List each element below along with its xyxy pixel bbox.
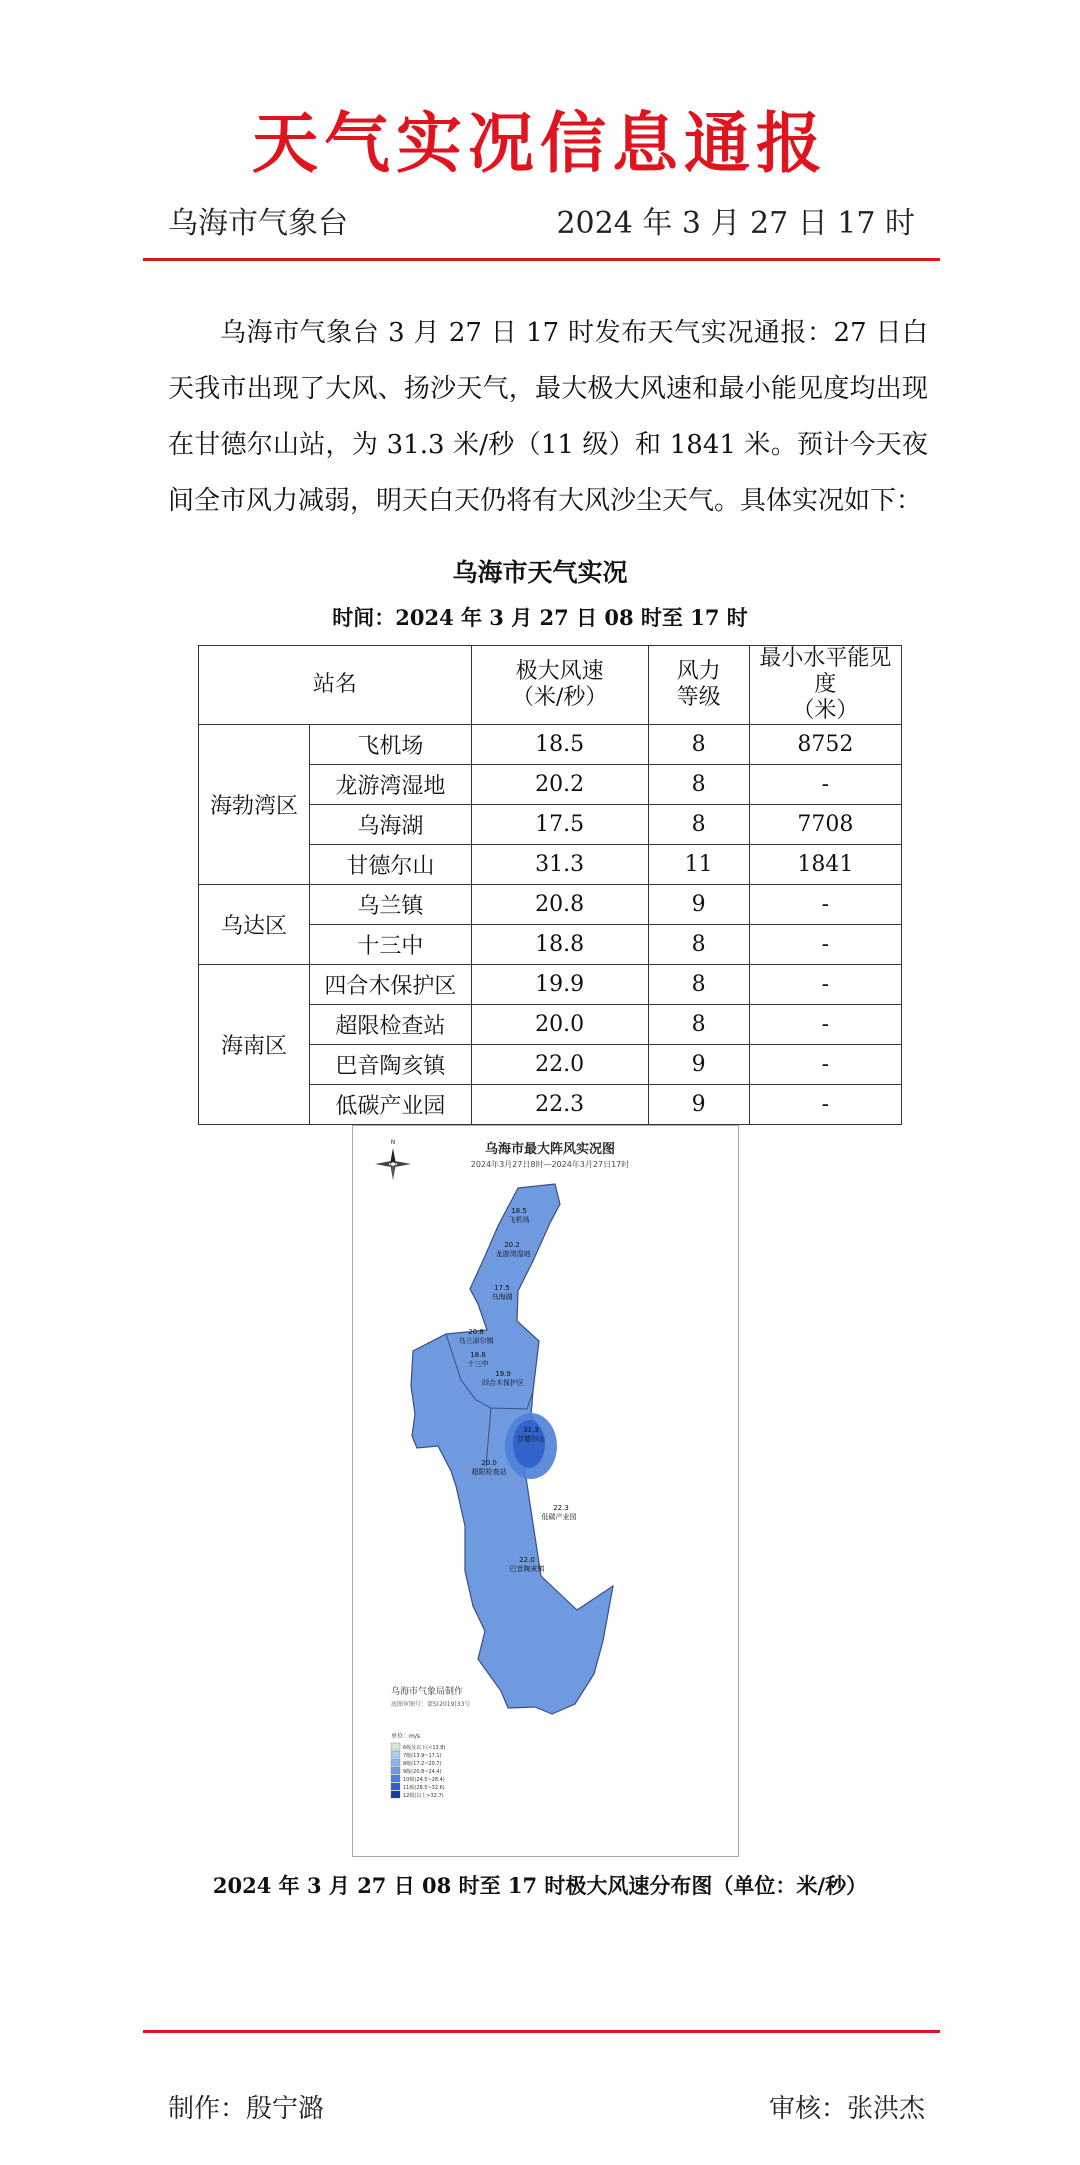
visibility-cell: 8752 [749, 725, 901, 765]
map-subtitle: 2024年3月27日8时—2024年3月27日17时 [470, 1160, 630, 1169]
bulletin-title: 天气实况信息通报 [252, 104, 828, 182]
gust-cell: 18.8 [471, 925, 648, 965]
gust-cell: 20.0 [471, 1005, 648, 1045]
station-cell: 四合木保护区 [310, 965, 472, 1005]
gust-cell: 31.3 [471, 845, 648, 885]
legend-swatch [391, 1775, 400, 1782]
gust-cell: 17.5 [471, 805, 648, 845]
svg-text:N: N [390, 1139, 396, 1146]
visibility-cell: - [749, 1085, 901, 1125]
level-cell: 8 [648, 1005, 749, 1045]
map-legend [391, 1732, 445, 1799]
station-cell: 巴音陶亥镇 [310, 1045, 472, 1085]
visibility-cell: - [749, 1005, 901, 1045]
author: 制作：殷宁潞 [168, 2094, 325, 2124]
legend-swatch [391, 1743, 400, 1750]
station-cell: 超限检查站 [310, 1005, 472, 1045]
legend-label: 6级及以下(<13.8) [403, 1745, 446, 1751]
station-cell: 低碳产业园 [310, 1085, 472, 1125]
visibility-cell: - [749, 925, 901, 965]
table-row [199, 885, 902, 925]
legend-label: 11级(28.5~32.6) [403, 1785, 445, 1791]
legend-label: 12级(以上>32.7) [403, 1793, 444, 1799]
wind-map [352, 1125, 739, 1857]
map-approval: 底图审图号：蒙S(2019)33号 [391, 1701, 471, 1708]
station-cell: 乌兰镇 [310, 885, 472, 925]
visibility-cell: 1841 [749, 845, 901, 885]
district-cell: 海勃湾区 [199, 725, 310, 885]
station-cell: 十三中 [310, 925, 472, 965]
visibility-cell: 7708 [749, 805, 901, 845]
legend-label: 10级(24.5~28.4) [403, 1777, 445, 1783]
gust-cell: 22.3 [471, 1085, 648, 1125]
legend-swatch [391, 1783, 400, 1790]
map-label-value: 22.0 [519, 1556, 535, 1564]
legend-label: 8级(17.2~20.7) [403, 1761, 442, 1767]
header-visibility: 最小水平能见度 （米） [749, 646, 901, 725]
map-label-name: 巴音陶亥镇 [509, 1565, 545, 1573]
map-label-value: 17.5 [494, 1284, 510, 1292]
map-caption: 2024 年 3 月 27 日 08 时至 17 时极大风速分布图（单位：米/秒） [212, 1873, 868, 1898]
table-subtitle: 时间：2024 年 3 月 27 日 08 时至 17 时 [332, 605, 748, 630]
district-cell: 乌达区 [199, 885, 310, 965]
level-cell: 9 [648, 1085, 749, 1125]
map-label-name: 十三中 [467, 1360, 489, 1368]
map-label-name: 四合木保护区 [482, 1379, 524, 1387]
visibility-cell: - [749, 965, 901, 1005]
station-cell: 乌海湖 [310, 805, 472, 845]
level-cell: 9 [648, 885, 749, 925]
header-station: 站名 [199, 646, 472, 725]
footer-divider [143, 2030, 940, 2033]
map-label-name: 乌兰淖尔镇 [458, 1337, 494, 1345]
gust-cell: 22.0 [471, 1045, 648, 1085]
level-cell: 8 [648, 765, 749, 805]
map-label-value: 20.2 [504, 1241, 520, 1249]
legend-swatch [391, 1791, 400, 1798]
map-label-value: 31.3 [523, 1426, 539, 1434]
map-label-name: 飞机场 [508, 1216, 530, 1224]
map-label-name: 甘德尔山 [517, 1435, 545, 1443]
issue-datetime: 2024 年 3 月 27 日 17 时 [556, 206, 915, 241]
gust-cell: 19.9 [471, 965, 648, 1005]
station-cell: 甘德尔山 [310, 845, 472, 885]
legend-label: 9级(20.8~24.4) [403, 1769, 442, 1775]
level-cell: 8 [648, 965, 749, 1005]
visibility-cell: - [749, 1045, 901, 1085]
header-gust: 极大风速 （米/秒） [471, 646, 648, 725]
legend-swatch [391, 1751, 400, 1758]
district-cell: 海南区 [199, 965, 310, 1125]
station-cell: 龙游湾湿地 [310, 765, 472, 805]
body-paragraph: 乌海市气象台 3 月 27 日 17 时发布天气实况通报：27 日白天我市出现了大风、扬沙天气，最大极大风速和最小能见度均出现在甘德尔山站，为 31.3 米/秒（11 级）和 1841 米。预计今天夜间全市风力减弱，明天白天仍将有大风沙尘天气。具体实况如下： [168, 318, 928, 516]
table-row [199, 965, 902, 1005]
legend-swatch [391, 1759, 400, 1766]
issuer: 乌海市气象台 [168, 206, 348, 241]
table-title: 乌海市天气实况 [452, 558, 628, 587]
svg-text:单位：m/s: 单位：m/s [391, 1733, 420, 1740]
map-label-value: 20.0 [481, 1459, 497, 1467]
table-header-row [199, 646, 902, 725]
level-cell: 11 [648, 845, 749, 885]
reviewer: 审核：张洪杰 [768, 2094, 925, 2124]
gust-cell: 20.8 [471, 885, 648, 925]
map-label-value: 18.5 [511, 1207, 527, 1215]
level-cell: 8 [648, 925, 749, 965]
level-cell: 8 [648, 805, 749, 845]
visibility-cell: - [749, 765, 901, 805]
map-label-value: 18.8 [470, 1351, 486, 1359]
legend-label: 7级(13.9~17.1) [403, 1753, 442, 1759]
compass-icon [375, 1139, 411, 1180]
map-title: 乌海市最大阵风实况图 [484, 1142, 616, 1157]
legend-swatch [391, 1767, 400, 1774]
station-cell: 飞机场 [310, 725, 472, 765]
visibility-cell: - [749, 885, 901, 925]
map-label-value: 20.8 [468, 1328, 484, 1336]
map-label-name: 乌海湖 [491, 1293, 513, 1301]
map-label-name: 超限检查站 [471, 1468, 507, 1476]
observation-table [198, 645, 902, 1125]
header-level: 风力 等级 [648, 646, 749, 725]
gust-cell: 18.5 [471, 725, 648, 765]
map-label-value: 22.3 [553, 1504, 569, 1512]
table-row [199, 725, 902, 765]
map-label-value: 19.9 [495, 1370, 511, 1378]
map-label-name: 龙游湾湿地 [495, 1250, 531, 1258]
level-cell: 8 [648, 725, 749, 765]
gust-cell: 20.2 [471, 765, 648, 805]
level-cell: 9 [648, 1045, 749, 1085]
map-producer: 乌海市气象局制作 [391, 1687, 464, 1697]
header-divider [143, 258, 940, 261]
map-label-name: 低碳产业园 [541, 1513, 577, 1521]
